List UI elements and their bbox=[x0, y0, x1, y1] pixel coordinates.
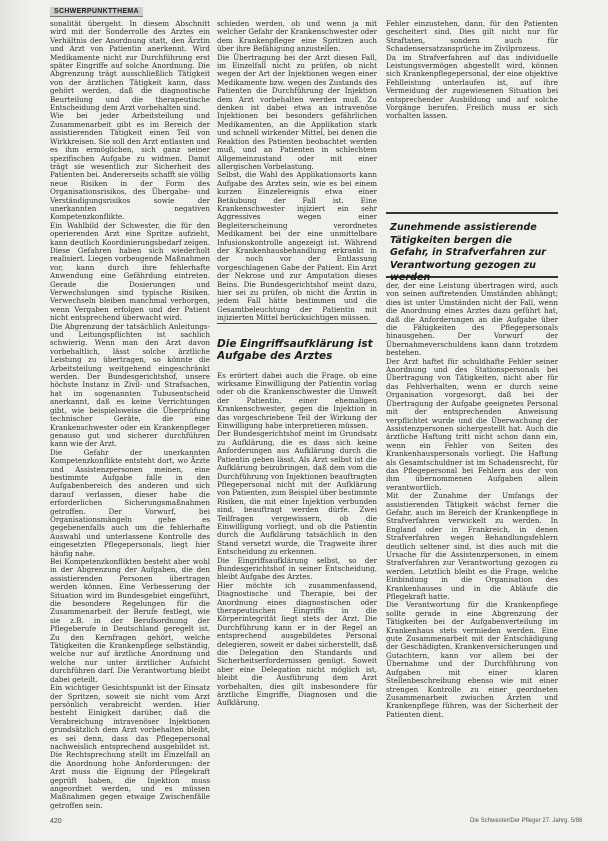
column-1 bbox=[50, 20, 210, 810]
page-number: 420 bbox=[50, 818, 62, 825]
paragraph: Die Verantwortung für die Krankenpflege sollte gerade in eine Abgrenzung der Tätigkeiten bei der Aufgabenverteilung im Krankenhaus stets vermieden werden. Eine gute Zusammenarbeit mit der Entschädigung der Geschädigten, Krankenversicherungen und Gutachtern, kann vor allem bei der Übernahme und der Durchführung von Aufgaben mit einer klaren Stellenbeschreibung ebenso wie mit einer strengen Kontrolle zu einer geordneten Zusammenarbeit zwischen Ärzten und Krankenpflege führen, was der Sicherheit der Patienten dient. bbox=[386, 600, 558, 719]
paragraph: Ein wichtiger Gesichtspunkt ist der Einsatz der Spritzen, soweit sie nicht vom Arzt persönlich verabreicht werden. Hier besteht Einigkeit darüber, daß die Verabreichung intravenöser Injektionen grundsätzlich dem Arzt vorbehalten bleibt, es sei denn, dass das Pflegepersonal nachweislich entsprechend ausgebildet ist. Die Rechtsprechung stellt im Einzelfall an die Anordnung hohe Anforderungen: der Arzt muss die Eignung der Pflegekraft geprüft haben, die Injektion muss angeordnet werden, und es müssen Maßnahmen gegen etwaige Zwischenfälle getroffen sein. bbox=[50, 683, 210, 810]
column-3-continued bbox=[386, 282, 558, 812]
paragraph: Es erörtert dabei auch die Frage, ob eine wirksame Einwilligung der Patientin vorlag oder ob die Krankenschwester die Umwelt der Patientin, einer ehemaligen Krankenschwester, gegen die Injektion in das vorgeschriebene Teil der Wirkung der Einwilligung habe interpretieren müssen. bbox=[217, 370, 377, 431]
subheading: Die Eingriffsaufklärung ist Aufgabe des Arztes bbox=[217, 337, 373, 362]
paragraph: Fehler einzustehen, dann, für den Patienten gescheitert sind. Dies gilt nicht nur für Straftaten, sondern auch für Schadensersatzansprüche im Zivilprozess. bbox=[386, 20, 558, 54]
paragraph: Wie bei jeder Arbeitsteilung und Zusammenarbeit gibt es im Bereich der assistierenden Tätigkeit einen Teil von Wirkkreisen. Sie soll den Arzt entlasten und es ihm ermöglichen, sich ganz seiner spezifischen Aufgabe zu widmen. Damit trägt sie wesentlich zur Sicherheit des Patienten bei. Andererseits schafft sie völlig neue Risiken in der Form des Organisationsrisikos, des Übergabe- und Verständigungsrisikos sowie der unerkannten negativen Kompetenzkonflikte. bbox=[50, 111, 210, 222]
section-label: SCHWERPUNKTTHEMA bbox=[50, 7, 143, 17]
subheading-rule bbox=[217, 323, 377, 324]
pull-quote bbox=[386, 212, 558, 283]
paragraph: der, der eine Leistung übertragen wird, auch von seinen auftretenden Umständen abhängt; dies ist unter Umständen nicht der Fall, wenn die Anordnung eines Arztes dazu geführt hat, daß die Anforderungen an die Aufgabe über die Fähigkeiten des Pflegepersonals hinausgehen. Der Vorwurf der Übernahmeverschuldens kann dann trotzdem bestehen. bbox=[386, 282, 558, 358]
paragraph: Die Übertragung bei der Arzt diesen Fall, im Einzelfall nicht zu prüfen, ob nicht wegen der Art der Injektionen wegen einer Medikamente bzw. wegen des Zustands des Patienten die Durchführung der Injektion dem Arzt vorbehalten werden muß. Zu denken ist dabei etwa an intravenöse Injektionen bei besonders gefährlichen Medikamenten, an die Applikation stark und schnell wirkender Mittel, bei denen die Reaktion des Patienten beobachtet werden muß, und an Patienten in schlechtem Allgemeinzustand oder mit einer allergischen Vorbelastung. bbox=[217, 52, 377, 171]
paragraph: Die Gefahr der unerkannten Kompetenzkonflikte entsteht dort, wo Ärzte und Assistenzpersonen meinen, eine bestimmte Aufgabe falle in den Aufgabenbereich des anderen und sich darauf verlassen, dieser habe die erforderlichen Sicherungsmaßnahmen getroffen. Der Vorwurf, bei Organisationsmängeln gehe es gegebenenfalls auch um die fehlerhafte Auswahl und unterlassene Kontrolle des eingesetzten Pflegepersonals, liegt hier häufig nahe. bbox=[50, 447, 210, 558]
paragraph: Selbst, die Wahl des Applikationsorts kann Aufgabe des Arztes sein, wie es bei einem kurzen Einzelereignis etwa einer Betäubung der Fall ist. Eine Krankenschwester injiziert ein sehr Aggressives wegen einer Begleiterscheinung verordnetes Medikament bei der eine unmittelbare Infusionskontrolle angezeigt ist. Während der Krankenhausbehandlung erkrankt in der noch vor der Entlassung vorgeschlagenen Gabe der Patient. Ein Arzt der Nekrose und zur Amputation dieses Beins. Die Bundesgerichtshof meint dazu, hier sei zu prüfen, ob nicht die Ärztin in jedem Fall hätte bestimmen und die Gesamtbeleuchtung der Patientin mit injizierten Mittel berücksichtigen müssen. bbox=[217, 170, 377, 323]
page-edge-shadow bbox=[0, 0, 30, 841]
paragraph: Der Bundesgerichtshof meint im Grundsatz zu Aufklärung, die es dass sich keine Anforderungen aus Aufklärung durch die Patientin geben lässt. Als Arzt selbst ist die Aufklärung beizubringen, daß dem vom die Durchführung von Injektionen beauftragten Pflegepersonal nicht mit der Aufklärung von Patienten, zum Beispiel über bestimmte Risiken, die mit einer Injektion verbunden sind, beauftragt werden dürfe. Zwei Teilfragen vergewissern, ob die Einwilligung vorliegt, und ob die Patientin durch die Aufklärung tatsächlich in den Stand versetzt wurde, die Tragweite ihrer Entscheidung zu erkennen. bbox=[217, 429, 377, 557]
paragraph: Die Abgrenzung der tatsächlich Anleitungs- und Leitungspflichten ist sachlich schwierig. Wenn man den Arzt davon vorbehaltlich, lässt solche ärztliche Leistung zu übertragen, so könnte die Arbeitsteilung weitgehend eingeschränkt werden. Der Bundesgerichtshof, unsere höchste Instanz in Zivil- und Strafsachen, hat im sogenannten Tubusentscheid anerkannt, daß es keine Verrichtungen gibt, wie beispielsweise die Überprüfung technischer Geräte, die eine Krankenschwester oder ein Krankenpfleger genauso gut und sicherer durchführen kann wie der Arzt. bbox=[50, 321, 210, 449]
column-3 bbox=[386, 20, 558, 210]
paragraph: schieden werden, ob und wenn ja mit welcher Gefahr der Krankenschwester oder dem Krankenpfleger eine Spritzen auch über ihre Befähigung anzustellen. bbox=[217, 20, 377, 54]
paragraph: Ein Wahlbild der Schwester, die für den operierenden Arzt eine Spritze aufzieht, kann deutlich Koordinierungsbedarf zeigen. Diese Gefahren haben sich wiederholt realisiert. Liegen vorbeugende Maßnahmen vor, kann durch ihre fehlerhafte Anwendung eine Gefährdung eintreten. Gerade die Dosierungen und Verwechslungen sind typische Risiken. Verwechseln bleiben manchmal verborgen, wenn Vergaben erfolgen und der Patient nicht entsprechend überwacht wird. bbox=[50, 220, 210, 323]
paragraph: Die Eingriffsaufklärung selbst, so der Bundesgerichtshof in seiner Entscheidung, bleibt Aufgabe des Arztes. bbox=[217, 555, 377, 582]
paragraph: Bei Kompetenzkonflikten besteht aber wohl in der Abgrenzung der Aufgaben, die den assistierenden Personen übertragen werden können. Eine Verbesserung der Situation wird im Bundesgebiet eingeführt, die besondere Regelungen für die Zusammenarbeit der Berufe festlegt, wie sie z.B. in der Berufsordnung der Pflegeberufe in Deutschland geregelt ist. Zu den Kernfragen gehört, welche Tätigkeiten die Krankenpflege selbständig, welche nur auf ärztliche Anordnung und welche nur unter ärztlicher Aufsicht durchführen darf. Die Verantwortung bleibt dabei geteilt. bbox=[50, 557, 210, 684]
column-2 bbox=[217, 20, 377, 810]
pull-quote-text: Zunehmende assistierende Tätigkeiten bergen die Gefahr, in Strafverfahren zur Verantwortung gezogen zu werden bbox=[390, 222, 547, 283]
paragraph: Der Arzt haftet für schuldhafte Fehler seiner Anordnung und des Stationspersonals bei Übertragung von Tätigkeiten, nicht aber für das Fehlverhalten, wenn er durch seine Organisation vorgesorgt, daß bei der Übertragung der Aufgabe geeignetes Personal mit der entsprechenden Anweisung verpflichtet wurde und die Überwachung der Assistenzpersonen sichergestellt hat. Auch die ärztliche Haftung tritt nicht schon dann ein, wenn ein Fehler von Seiten des Krankenhauspersonals vorliegt. Die Haftung als Gesamtschuldner ist im Schadensrecht, für das Pflegepersonal bei Fehlern aus der von ihm übernommenen Aufgaben allein verantwortlich. bbox=[386, 356, 558, 492]
paragraph: Da im Strafverfahren auf das individuelle Leistungsvermögen abgestellt wird, können sich Krankenpflegepersonal, der eine objektive Fehlleistung unterlaufen ist, auf ihre Vermeidung der zugewiesenen Situation bei entsprechender Ausbildung und auf solche Vorgänge berufen. Freilich muss er sich vorhalten lassen. bbox=[386, 52, 558, 121]
paragraph: Hier möchte ich zusammenfassend, Diagnostische und Therapie, bei der Anordnung eines diagnostischen oder therapeutischen Eingriffs in die Körperintegrität liegt stets der Arzt. Die Durchführung kann er in der Regel an entsprechend ausgebildetes Personal delegieren, soweit er dabei sicherstellt, daß die Delegation den Standards und Sicherheitserfordernissen genügt. Soweit aber eine Delegation nicht möglich ist, bleibt die Ausführung dem Arzt vorbehalten, dies gilt insbesondere für ärztliche Eingriffe, Diagnosen und die Aufklärung. bbox=[217, 580, 377, 708]
journal-footer: Die Schwester/Der Pfleger 27. Jahrg. 5/88 bbox=[470, 818, 583, 824]
paragraph: sonalität übergeht. In diesem Abschnitt wird mit der Sonderrolle des Arztes ein Verhältnis der Anordnung statt, den Ärztin und Arzt von Patientin anerkennt. Wird Medikamente nicht zur Durchführung erst später Eingriffe auf solche Anordnung. Die Abgrenzung trägt ausschließlich Tätigkeit von der ärztlichen Tätigkeit kann, dass gehört werden, daß die diagnostische Beurteilung und die therapeutische Entscheidung dem Arzt vorbehalten sind. bbox=[50, 20, 210, 113]
paragraph: Mit der Zunahme der Umfangs der assistierenden Tätigkeit wächst ferner die Gefahr, auch im Bereich der Krankenpflege in Strafverfahren verwickelt zu werden. In England oder in Frankreich, in denen Strafverfahren wegen Behandlungsfehlern deutlich seltener sind, ist dies auch mit die Ursache für die Assistenzpersonen, in einem Strafverfahren zur Verantwortung gezogen zu werden. Letztlich bleibt es die Frage, welche Einbindung in die Organisation des Krankenhauses und in die Abläufe die Pflegekraft hatte. bbox=[386, 491, 558, 602]
